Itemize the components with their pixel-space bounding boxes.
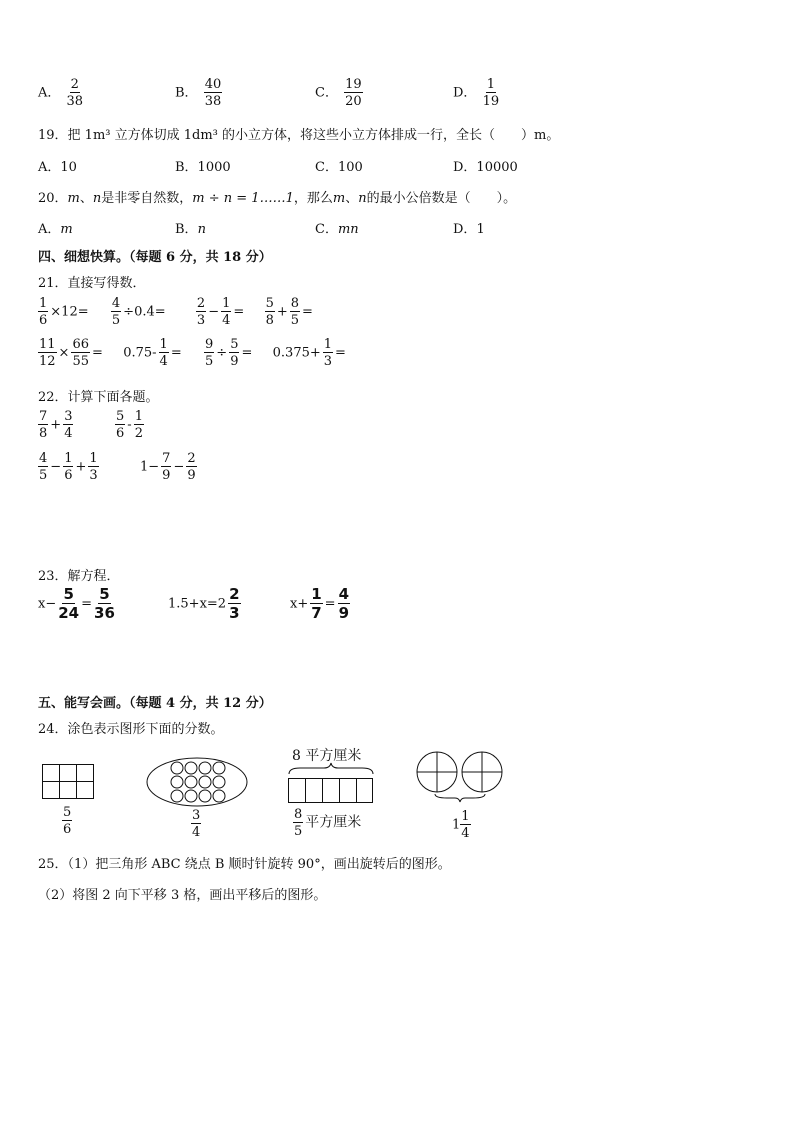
- q24-figure-strip: [288, 762, 374, 804]
- fraction: $\frac{5}{6}$: [116, 409, 125, 441]
- q20-option-b: B．n: [175, 222, 206, 237]
- q24-fig2-fraction: $\frac{3}{4}$: [192, 808, 201, 840]
- fraction: $\frac{5}{9}$: [230, 337, 239, 369]
- q25-part-1: 25．（1）把三角形 ABC 绕点 B 顺时针旋转 90°，画出旋转后的图形。: [38, 857, 451, 872]
- q22-expr-b: $\frac{5}{6}$ - $\frac{1}{2}$: [116, 409, 143, 441]
- q24-figure-rectangle-grid: [42, 764, 94, 800]
- q24-fig3-top-label: 8 平方厘米: [292, 748, 362, 764]
- q18-option-b: B． $\frac{40}{38}$: [175, 77, 222, 109]
- q24-figure-ellipse-circles: [146, 757, 248, 807]
- fraction: $\frac{1}{6}$: [64, 451, 73, 483]
- fraction: $\frac{1}{4}$: [222, 296, 231, 328]
- q21-title: 21．直接写得数．: [38, 276, 146, 291]
- fraction: $\frac{19}{20}$: [345, 77, 362, 109]
- q24-fig4-mixed-number: 1 $\frac{1}{4}$: [452, 809, 470, 841]
- fraction: $\frac{2}{3}$: [196, 296, 206, 328]
- q20-text: 20．m、n是非零自然数，m ÷ n = 1……1，那么m、n的最小公倍数是（ ）。: [38, 191, 517, 206]
- fraction: $\frac{1}{19}$: [482, 77, 500, 109]
- q18-option-d: D． $\frac{1}{19}$: [453, 77, 500, 109]
- q23-equation-3: x+ $\frac{1}{7}$ = $\frac{4}{9}$: [290, 585, 350, 622]
- fraction: $\frac{1}{7}$: [311, 585, 322, 622]
- q19-text: 19．把 1m³ 立方体切成 1dm³ 的小立方体，将这些小立方体排成一行，全长（ ）m。: [38, 128, 560, 143]
- q19-option-a: A．10: [38, 160, 77, 175]
- q24-figure-circles: [415, 750, 507, 804]
- q19-option-c: C．100: [315, 160, 363, 175]
- q23-title: 23．解方程．: [38, 569, 120, 584]
- q21-row-2: $\frac{11}{12}$ × $\frac{66}{55}$ = 0.75- $\frac{1}{4}$ = $\frac{9}{5}$ ÷ $\frac{5}{9}$ = 0.375+ $\frac{1}{3}$ =: [39, 337, 346, 369]
- fraction: $\frac{5}{24}$: [58, 585, 80, 622]
- q20-option-a: A．m: [38, 222, 73, 237]
- fraction: $\frac{8}{5}$: [290, 296, 300, 328]
- section-4-heading: 四、细想快算。（每题 6 分，共 18 分）: [38, 250, 272, 265]
- q20-option-d: D．1: [453, 222, 485, 237]
- q19-option-d: D．10000: [453, 160, 518, 175]
- q22-expr-d: 1− $\frac{7}{9}$ − $\frac{2}{9}$: [140, 451, 196, 483]
- q18-option-a: A． $\frac{2}{38}$: [38, 77, 84, 109]
- fraction: $\frac{4}{5}$: [39, 451, 48, 483]
- q24-fig3-fraction: $\frac{8}{5}$ 平方厘米: [294, 807, 362, 839]
- fraction: $\frac{40}{38}$: [204, 77, 222, 109]
- q22-title: 22．计算下面各题。: [38, 390, 159, 405]
- fraction: $\frac{5}{36}$: [94, 585, 115, 622]
- q23-equation-2: 1.5+x=2 $\frac{2}{3}$: [168, 585, 240, 622]
- fraction: $\frac{2}{38}$: [66, 77, 84, 109]
- fraction: $\frac{1}{2}$: [134, 409, 143, 441]
- q18-option-c: C． $\frac{19}{20}$: [315, 77, 362, 109]
- q20-option-c: C．mn: [315, 222, 359, 237]
- fraction: $\frac{4}{9}$: [338, 585, 350, 622]
- fraction: $\frac{1}{6}$: [39, 296, 48, 328]
- fraction: $\frac{7}{9}$: [162, 451, 171, 483]
- fraction: $\frac{2}{9}$: [187, 451, 196, 483]
- fraction: $\frac{9}{5}$: [205, 337, 214, 369]
- fraction: $\frac{7}{8}$: [39, 409, 48, 441]
- q24-title: 24．涂色表示图形下面的分数。: [38, 722, 224, 737]
- fraction: $\frac{1}{3}$: [323, 337, 333, 369]
- q25-part-2: （2）将图 2 向下平移 3 格，画出平移后的图形。: [38, 888, 327, 903]
- q21-row-1: $\frac{1}{6}$ ×12= $\frac{4}{5}$ ÷0.4= $\frac{2}{3}$ − $\frac{1}{4}$ = $\frac{5}{8}$ + $\frac{8}{5}$ =: [39, 296, 313, 328]
- fraction: $\frac{4}{5}$: [111, 296, 121, 328]
- fraction: $\frac{1}{3}$: [89, 451, 98, 483]
- fraction: $\frac{2}{3}$: [229, 585, 240, 622]
- fraction: $\frac{3}{4}$: [64, 409, 73, 441]
- fraction: $\frac{11}{12}$: [39, 337, 56, 369]
- q19-option-b: B．1000: [175, 160, 231, 175]
- q24-fig1-fraction: $\frac{5}{6}$: [63, 805, 72, 837]
- section-5-heading: 五、能写会画。（每题 4 分，共 12 分）: [38, 696, 272, 711]
- q23-equation-1: x− $\frac{5}{24}$ = $\frac{5}{36}$: [38, 585, 115, 622]
- fraction: $\frac{1}{4}$: [159, 337, 168, 369]
- fraction: $\frac{5}{8}$: [265, 296, 274, 328]
- fraction: $\frac{66}{55}$: [72, 337, 89, 369]
- q22-expr-a: $\frac{7}{8}$ + $\frac{3}{4}$: [39, 409, 73, 441]
- q22-expr-c: $\frac{4}{5}$ − $\frac{1}{6}$ + $\frac{1}{3}$: [39, 451, 98, 483]
